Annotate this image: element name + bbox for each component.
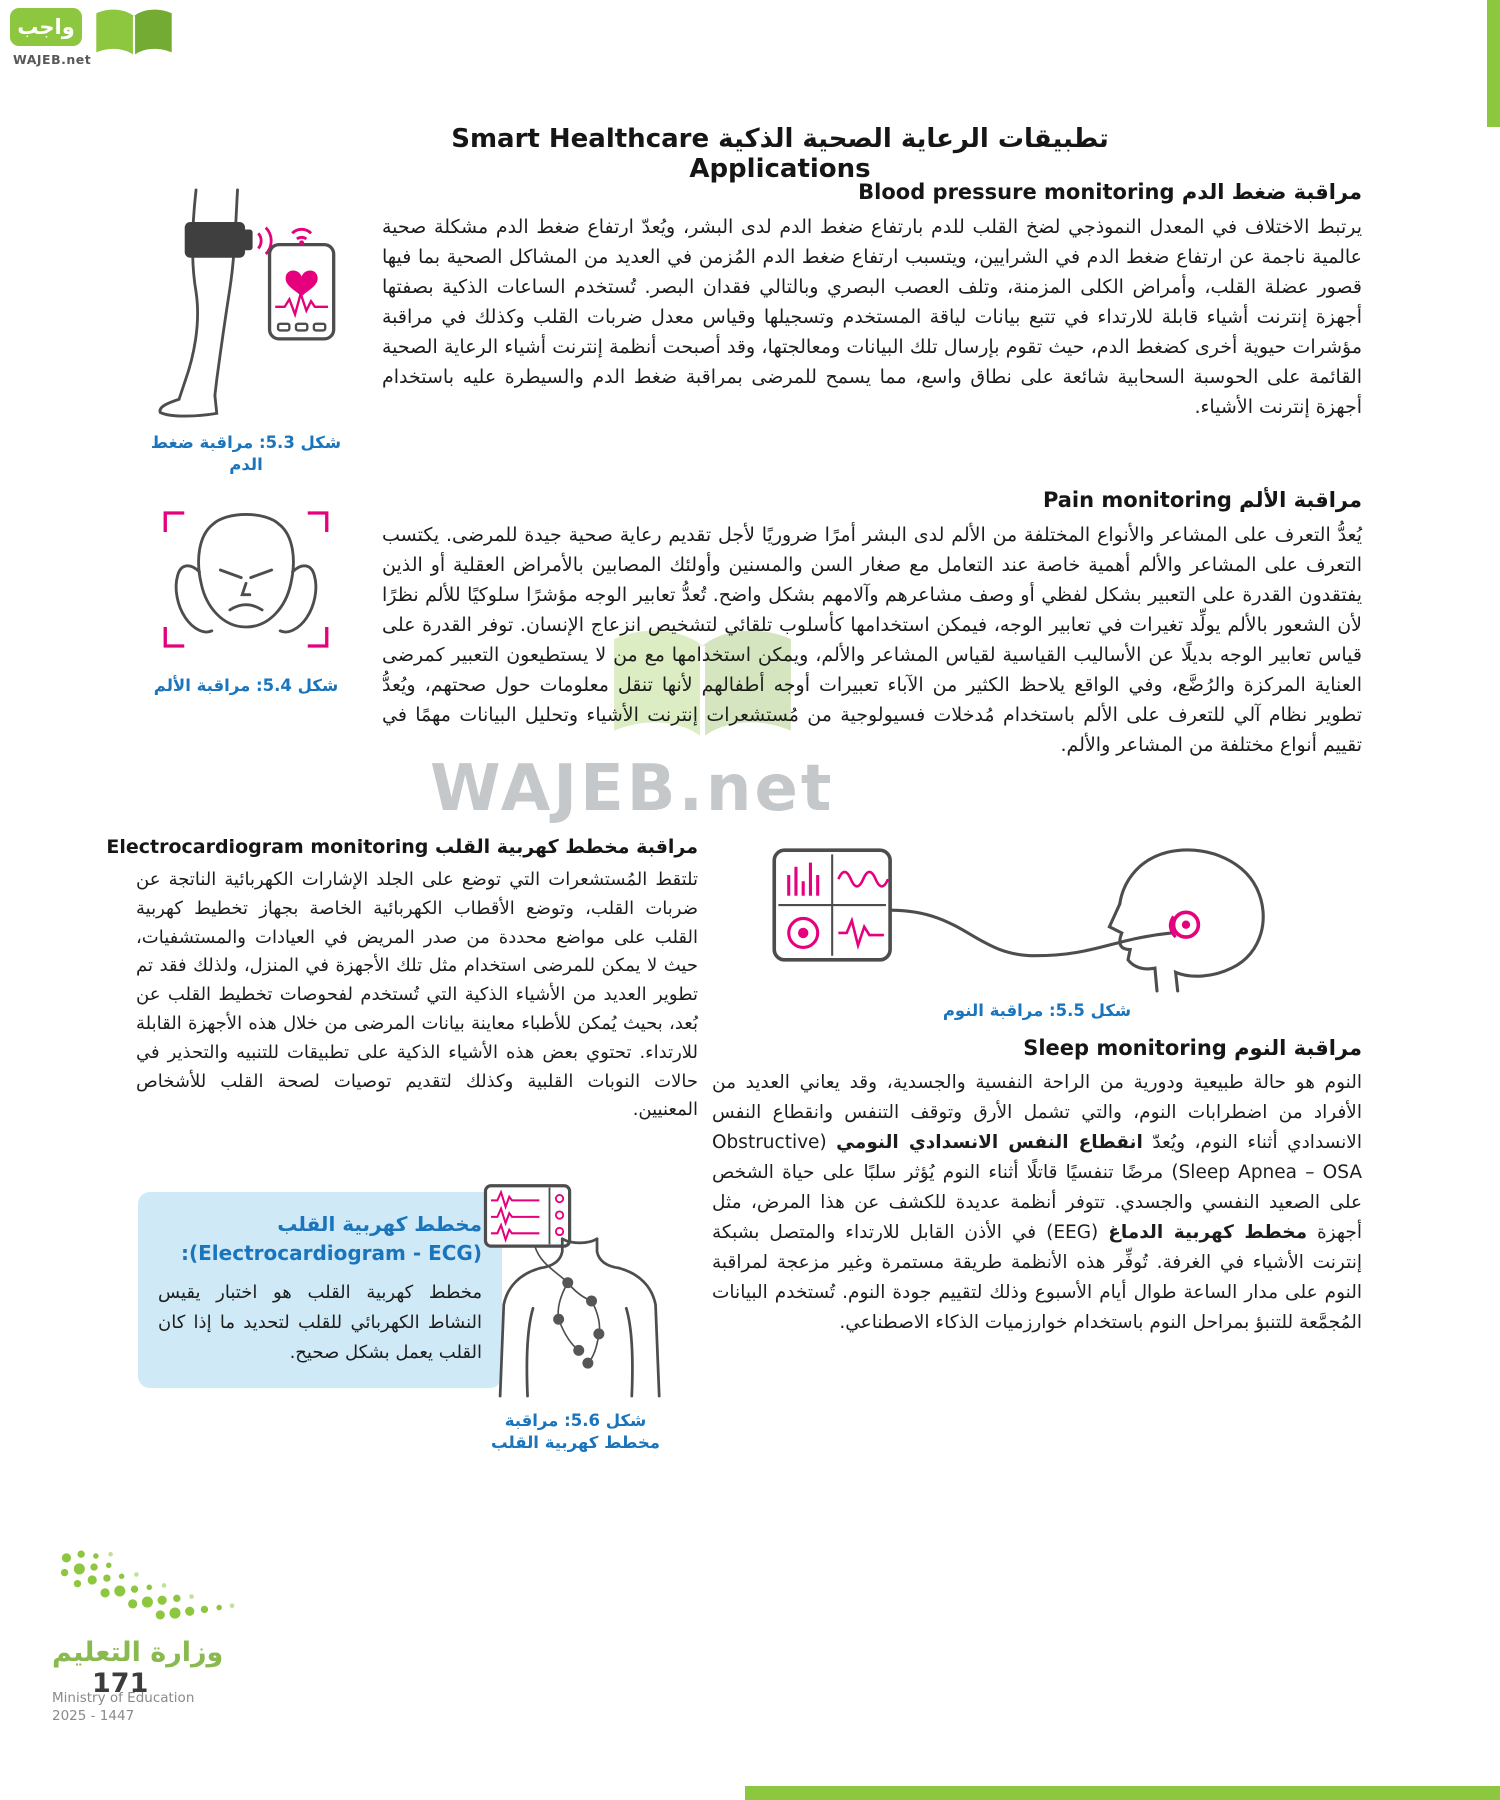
ecg-paragraph: تلتقط المُستشعرات التي توضع على الجلد الإشارات الكهربائية الناتجة عن ضربات القلب، وتوضع الأقطاب الكهربائية الخاصة بجهاز تخطيط كهربية القلب على مواضع محددة من صدر المريض في العيادات والمستشفيات، حيث لا يمكن للمرضى استخدام مثل تلك الأجهزة في المنزل، ولذلك فقد تم تطوير العديد من الأشياء الذكية التي تُستخدم لفحوصات تخطيط القلب عن بُعد، بحيث يُمكن للأطباء معاينة بيانات المرضى من خلال هذه الأجهزة القابلة للارتداء. تحتوي بعض هذه الأشياء الذكية على تطبيقات للتنبيه والتحذير في حالات النوبات القلبية وكذلك لتقديم توصيات لصحة القلب للأشخاص المعنيين.: [136, 869, 698, 1121]
page-edge-strip-bottom: [745, 1786, 1500, 1800]
pain-face-illustration-icon: [146, 494, 346, 665]
wajeb-book-icon: [90, 6, 178, 64]
watermark-text: WAJEB.net: [430, 752, 835, 826]
page-number: 171: [92, 1668, 149, 1699]
heading-blood-pressure-english: Blood pressure monitoring: [858, 180, 1175, 204]
wajeb-arabic-text: واجب: [17, 15, 75, 39]
sleep-bold-eeg-term: مخطط كهربية الدماغ: [1108, 1222, 1308, 1244]
heading-pain-arabic: مراقبة الألم: [1239, 488, 1362, 512]
heading-pain-english: Pain monitoring: [1042, 488, 1232, 512]
page-title: [370, 124, 1190, 184]
sleep-bold-osa-term: انقطاع النفس الانسدادي النومي: [836, 1132, 1143, 1154]
figure-caption-5-3: شكل 5.3: مراقبة ضغط الدم: [150, 433, 342, 475]
right-column: [712, 844, 1362, 1338]
sleep-text-2: (Obstructive Sleep Apnea – OSA) مرضًا تنفسيًا قاتلًا أثناء النوم يُؤثر سلبًا على حياة الشخص على الصعيد النفسي والجسدي. تتوفر أنظمة عديدة للكشف عن هذا المرض، مثل أجهزة: [712, 1132, 1362, 1244]
ministry-name-arabic: وزارة التعليم: [52, 1637, 224, 1668]
figure-ecg-chest: [478, 1180, 673, 1455]
section-blood-pressure: [140, 180, 1362, 483]
page-edge-strip-top-right: [1487, 0, 1500, 127]
heading-ecg: [106, 836, 698, 858]
figure-caption-5-4: شكل 5.4: مراقبة الألم: [153, 676, 339, 695]
wajeb-logo: [10, 6, 200, 76]
sleep-monitoring-illustration-icon: [767, 844, 1307, 994]
figure-caption-5-5: شكل 5.5: مراقبة النوم: [942, 1001, 1132, 1020]
sleep-text-3: (EEG) في الأذن القابل للارتداء والمتصل بشبكة إنترنت الأشياء في الغرفة. تُوفِّر هذه الأنظمة طريقة مستمرة وغير مزعجة لمراقبة النوم على مدار الساعة طوال أيام الأسبوع وذلك لتقييم جودة النوم. تُستخدم البيانات المُجمَّعة للتنبؤ بمراحل النوم باستخدام خوارزميات الذكاء الاصطناعي.: [712, 1222, 1362, 1334]
heading-sleep: [712, 1036, 1362, 1060]
sleep-text-1: النوم هو حالة طبيعية ودورية من الراحة النفسية والجسدية، وقد يعاني العديد من الأفراد من اضطرابات النوم، والتي تشمل الأرق وتوقف التنفس وانقطاع النفس الانسدادي أثناء النوم، ويُعدّ: [712, 1072, 1362, 1154]
blood-pressure-illustration-icon: [147, 186, 345, 422]
edition-years: 2025 - 1447: [52, 1708, 135, 1724]
page-title-english: Smart Healthcare Applications: [451, 124, 871, 184]
heading-sleep-english: Sleep monitoring: [1023, 1036, 1227, 1061]
page-title-arabic: تطبيقات الرعاية الصحية الذكية: [718, 124, 1109, 154]
wajeb-badge: [10, 8, 82, 46]
figure-caption-5-6-line1: شكل 5.6: مراقبة: [504, 1411, 647, 1430]
sleep-paragraph: [712, 1068, 1362, 1338]
heading-sleep-arabic: مراقبة النوم: [1234, 1036, 1362, 1061]
pain-paragraph: يُعدُّ التعرف على المشاعر والأنواع المختلفة من الألم لدى البشر أمرًا ضروريًا لأجل تقديم رعاية صحية جيدة للمرضى. يكتسب التعرف على المشاعر والألم أهمية خاصة عند التعامل مع صغار السن والمسنين وأولئك المصابين بالأمراض العقلية أو الذين يفتقدون القدرة على التعبير بشكل لفظي أو وصف مشاعرهم وآلامهم بشكل واضح. تُعدُّ تعابير الوجه مؤشرًا سلوكيًا للألم نظرًا لأن الشعور بالألم يولِّد تغيرات في تعابير الوجه، فيمكن استخدامها كأسلوب تلقائي لتشخيص انزعاج الإنسان. توفر القدرة على قياس تعابير الوجه بديلًا عن الأساليب القياسية لقياس المشاعر والألم، ويمكن استخدامها مع من لا يستطيعون التعبير كمرضى العناية المركزة والرُضَّع، وفي الواقع يلاحظ الكثير من الآباء تعبيرات أوجه أطفالهم لأنها تنقل معلومات حول صحتهم، ويُعدُّ تطوير نظام آلي للتعرف على الألم باستخدام مُدخلات فسيولوجية من مُستشعرات إنترنت الأشياء وتحليل البيانات مهمًا في تقييم أنواع مختلفة من المشاعر والألم.: [382, 524, 1362, 757]
ecg-chest-illustration-icon: [480, 1180, 672, 1400]
section-pain: [140, 488, 1362, 760]
heading-ecg-arabic: مراقبة مخطط كهربية القلب: [435, 836, 698, 858]
ecg-box-title-arabic: مخطط كهربية القلب: [277, 1212, 482, 1236]
heading-blood-pressure-arabic: مراقبة ضغط الدم: [1181, 180, 1362, 204]
ministry-dots-icon: [52, 1545, 252, 1637]
heading-ecg-english: Electrocardiogram monitoring: [106, 836, 429, 858]
ministry-name-english: Ministry of Education: [52, 1690, 195, 1706]
blood-pressure-paragraph: يرتبط الاختلاف في المعدل النموذجي لضخ القلب للدم بارتفاع ضغط الدم لدى البشر، ويُعدّ ارتفاع ضغط الدم مشكلة صحية عالمية ناجمة عن ارتفاع ضغط الدم في الشرايين، ويتسبب ارتفاع ضغط الدم المُزمن في العديد من المشاكل الصحية بما فيها قصور عضلة القلب، وأمراض الكلى المزمنة، وتلف العصب البصري وبالتالي فقدان البصر. تُستخدم الساعات الذكية بصفتها أجهزة إنترنت أشياء قابلة للارتداء في تتبع بيانات لياقة المستخدم وتسجيلها وقياس معدل ضربات القلب وكذلك في مراقبة مؤشرات حيوية أخرى كضغط الدم، حيث تقوم بإرسال تلك البيانات ومعالجتها، وقد أصبحت أنظمة إنترنت أشياء الرعاية الصحية القائمة على الحوسبة السحابية شائعة على نطاق واسع، مما يسمح للمرضى بمراقبة ضغط الدم والسيطرة عليه باستخدام أجهزة إنترنت الأشياء.: [382, 216, 1362, 419]
ecg-box-body: مخطط كهربية القلب هو اختبار يقيس النشاط الكهربائي للقلب لتحديد ما إذا كان القلب يعمل بشكل صحيح.: [158, 1282, 482, 1363]
figure-caption-5-6-line2: مخطط كهربية القلب: [491, 1433, 660, 1453]
ecg-box-title-english: (Electrocardiogram - ECG):: [180, 1241, 482, 1265]
figure-sleep: [712, 844, 1362, 1022]
ecg-definition-box: [138, 1192, 502, 1388]
section-ecg: [106, 836, 698, 1125]
figure-caption-5-6: [478, 1410, 673, 1455]
wajeb-site-text: WAJEB.net: [13, 52, 92, 67]
ministry-logo: [52, 1545, 282, 1724]
figure-blood-pressure: [140, 186, 352, 477]
figure-pain: [140, 494, 352, 697]
